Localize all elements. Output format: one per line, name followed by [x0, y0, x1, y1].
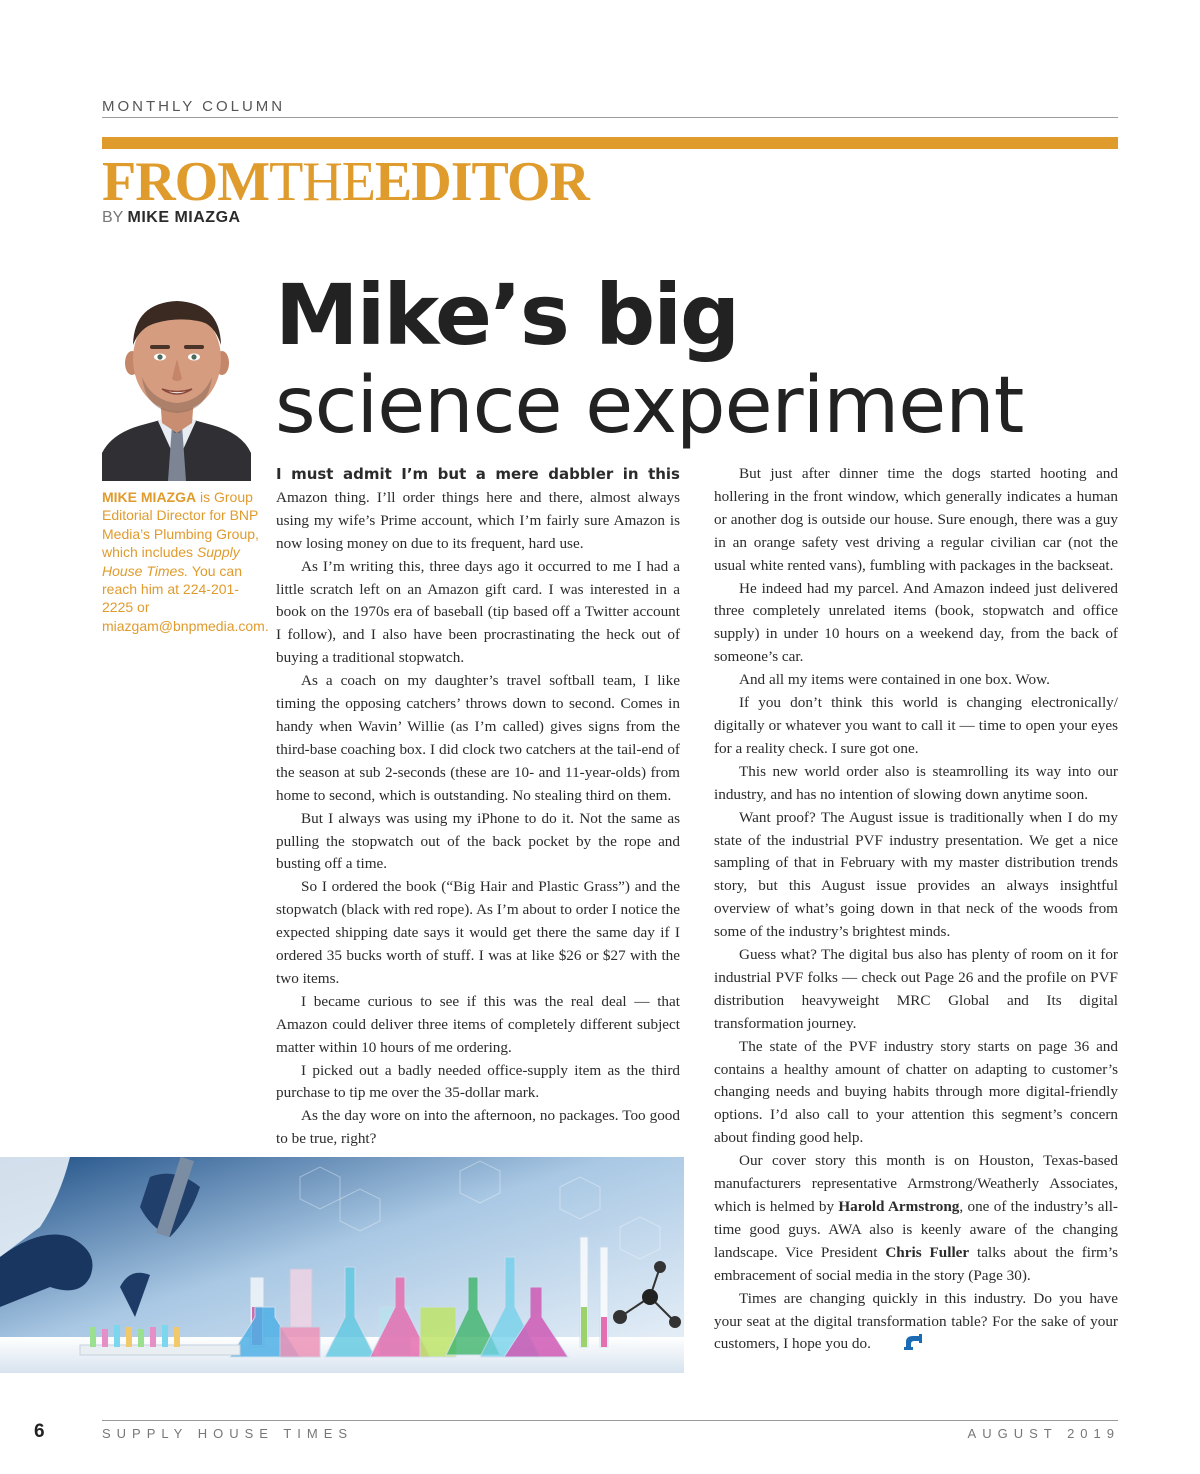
article-column-1	[276, 463, 680, 1151]
page-number: 6	[34, 1421, 45, 1442]
paragraph-16: The state of the PVF industry story starts on page 36 and contains a healthy amount of chatter on adapting to customer’s changing needs and buying habits through more digital-friendly options. I’d also call to your attention this segment’s concern about finding good help.	[714, 1037, 1118, 1147]
paragraph-17	[714, 1150, 1118, 1287]
title-from: FROM	[102, 151, 270, 213]
header-rule	[102, 117, 1118, 118]
laboratory-glassware-photo	[0, 1157, 684, 1373]
article-column-2	[714, 463, 1118, 1356]
bio-name: MIKE MIAZGA	[102, 489, 197, 505]
accent-bar	[102, 137, 1118, 149]
paragraph-18-text: Times are changing quickly in this industry. Do you have your seat at the digital transformation table? For the sake of your customers, I hope you do.	[714, 1289, 1118, 1353]
footer-publication: SUPPLY HOUSE TIMES	[102, 1426, 354, 1441]
person-name-harold: Harold Armstrong	[838, 1198, 960, 1215]
author-bio	[102, 488, 269, 635]
section-title	[102, 152, 589, 212]
paragraph-15: Guess what? The digital bus also has plenty of room on it for industrial PVF folks — check out Page 26 and the profile on PVF distribution heavyweight MRC Global and Its digital transformation journey.	[714, 946, 1118, 1032]
paragraph-14: Want proof? The August issue is traditionally when I do my state of the industrial PVF industry presentation. We get a nice sampling of that in February with my master distribution trends story, but this August issue provides an always insightful overview of what’s going down in that neck of the woods from some of the industry’s brightest minds.	[714, 808, 1118, 941]
person-name-chris: Chris Fuller	[885, 1243, 970, 1261]
byline-author: MIKE MIAZGA	[127, 209, 241, 226]
bio-publication: Supply House Times.	[102, 544, 240, 579]
paragraph-18	[714, 1288, 1118, 1357]
paragraph-7: I picked out a badly needed office-supply item as the third purchase to tip me over the 35-dollar mark.	[276, 1061, 680, 1102]
paragraph-2: As I’m writing this, three days ago it occurred to me I had a little scratch left on an Amazon gift card. I was interested in a book on the 1970s era of baseball (tip based off a Twitter account I follow), and I also have been procrastinating the heck out of buying a traditional stopwatch.	[276, 557, 680, 667]
title-editor: EDITOR	[374, 151, 589, 213]
paragraph-11: And all my items were contained in one box. Wow.	[739, 671, 1050, 689]
title-the: THE	[269, 151, 375, 213]
article-lead-in: I must admit I’m but a mere dabbler in this	[276, 465, 680, 483]
column-kicker: MONTHLY COLUMN	[102, 98, 286, 115]
paragraph-10: He indeed had my parcel. And Amazon indeed just delivered three completely unrelated items (book, stopwatch and office supply) in under 10 hours on a weekend day, from the back of someone’s car.	[714, 579, 1118, 666]
paragraph-17-text-b: , one of the industry’s all-time good guys. AWA also is keenly aware of the changing landscape. Vice President	[714, 1198, 1118, 1261]
headline-line-2: science experiment	[275, 361, 1024, 451]
laboratory-illustration	[0, 1157, 684, 1373]
byline-by: BY	[102, 209, 124, 226]
paragraph-17-text-a: Our cover story this month is on Houston, Texas-based manufacturers representative Armstrong/Weatherly Associates, which is helmed by	[714, 1152, 1118, 1215]
paragraph-9: But just after dinner time the dogs started hooting and hollering in the front window, which generally indicates a human or another dog is outside our house. Sure enough, there was a guy in an orange safety vest driving a regular civilian car (not the usual white rented vans), fumbling with packages in the backseat.	[714, 465, 1118, 574]
paragraph-5: So I ordered the book (“Big Hair and Plastic Grass”) and the stopwatch (black with red rope). As I’m about to order I notice the expected shipping date says it would get there the same day if I ordered 35 bucks worth of stuff. I was at like $26 or $27 with the two items.	[276, 878, 680, 987]
paragraph-13: This new world order also is steamrolling its way into our industry, and has no intention of slowing down anytime soon.	[714, 762, 1118, 803]
footer-issue: AUGUST 2019	[967, 1426, 1120, 1441]
footer-rule	[102, 1420, 1118, 1421]
paragraph-12: If you don’t think this world is changing electronically/ digitally or whatever you want to call it — time to open your eyes for a reality check. I sure got one.	[714, 694, 1118, 757]
bio-text-2: You can reach him at 224-201-2225 or miazgam@bnpmedia.com.	[102, 562, 269, 634]
paragraph-8: As the day wore on into the afternoon, no packages. Too good to be true, right?	[276, 1107, 680, 1148]
author-portrait-photo	[102, 293, 251, 481]
paragraph-17-text-c: talks about the firm’s embracement of social media in the story (Page 30).	[714, 1243, 1118, 1284]
paragraph-1	[276, 463, 680, 556]
paragraph-4: But I always was using my iPhone to do it. Not the same as pulling the stopwatch out of the back pocket by the rope and busting off a time.	[276, 809, 680, 873]
bio-text-1: is Group Editorial Director for BNP Media’s Plumbing Group, which includes	[102, 489, 259, 561]
article-headline	[275, 268, 1155, 450]
headline-line-1: Mike’s big	[275, 266, 739, 364]
paragraph-6: I became curious to see if this was the real deal — that Amazon could deliver three items of completely different subject matter within 10 hours of me ordering.	[276, 992, 680, 1056]
paragraph-3: As a coach on my daughter’s travel softball team, I like timing the opposing catchers’ throws down to second. Comes in handy when Wavin’ Willie (as I’m called) gives signs from the third-base coaching box. I did clock two catchers at the tail-end of the season at sub 2-seconds (these are 10- and 11-year-olds) from home to second, which is outstanding. No stealing third on them.	[276, 672, 680, 804]
paragraph-1-text: Amazon thing. I’ll order things here and there, almost always using my wife’s Prime account, which I’m fairly sure Amazon is now losing money on due to its frequent, hard use.	[276, 488, 680, 552]
author-portrait	[102, 293, 251, 481]
byline	[102, 209, 241, 227]
pipe-elbow-icon	[879, 1334, 897, 1350]
